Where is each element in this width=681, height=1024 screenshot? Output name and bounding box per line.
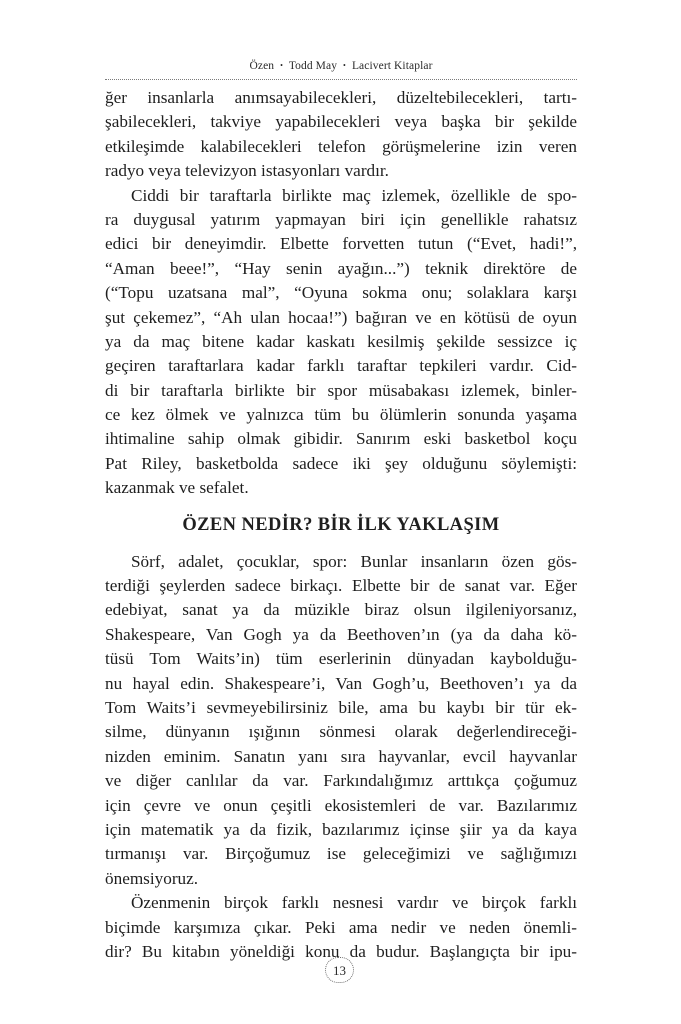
section-heading: ÖZEN NEDİR? BİR İLK YAKLAŞIM [182, 514, 500, 535]
text-line: nu hayal edin. Shakespeare’i, Van Gogh’u, Beethoven’ı ya da [105, 673, 577, 693]
header-publisher: Lacivert Kitaplar [351, 60, 433, 72]
text-line: silme, dünyanın ışığının sönmesi olarak değerlendireceği- [105, 722, 577, 742]
text-line: radyo veya televizyon istasyonları vardır. [105, 161, 389, 181]
text-line: ra duygusal yatırım yapmayan biri için genellikle rahatsız [105, 209, 577, 229]
text-line: ve diğer canlılar da var. Farkındalığımız arttıkça çoğumuz [105, 771, 577, 791]
paragraph-objects-of-care [105, 550, 577, 891]
text-line: Özenmenin birçok farklı nesnesi vardır ve birçok farklı [131, 893, 577, 913]
text-line: ce kez ölmek ve yalnızca tüm bu ölümlerin sonunda yaşama [105, 405, 577, 425]
text-line: nizden eminim. Sanatın yanı sıra hayvanlar, evcil hayvanlar [105, 746, 577, 766]
paragraph-continuation [105, 86, 577, 184]
header-separator-bullet: • [343, 61, 346, 70]
header-author: Todd May [288, 60, 338, 72]
running-header [105, 60, 577, 72]
text-line: tırmanışı var. Birçoğumuz ise geleceğimizi ve sağlığımızı [105, 844, 577, 864]
text-line: şabilecekleri, takviye yapabilecekleri veya başka bir şekilde [105, 112, 577, 132]
page-body [105, 86, 577, 964]
text-line: Sörf, adalet, çocuklar, spor: Bunlar insanların özen gös- [131, 551, 577, 571]
text-line: Ciddi bir taraftarla birlikte maç izlemek, özellikle de spo- [131, 185, 577, 205]
paragraph-many-objects [105, 891, 577, 964]
text-line: kazanmak ve sefalet. [105, 478, 249, 498]
header-separator-bullet: • [280, 61, 284, 70]
page-number: 13 [325, 957, 354, 983]
text-line: için matematik ya da fizik, bazılarımız içinse şiir ya da kaya [105, 819, 577, 839]
text-line: geçiren taraftarlara kadar farklı taraftar tepkileri vardır. Cid- [105, 356, 577, 376]
header-book-title: Özen [249, 60, 275, 72]
text-line: şut çekemez”, “Ah ulan hocaa!”) bağıran ve en kötüsü de oyun [105, 307, 577, 327]
text-line: önemsiyoruz. [105, 868, 199, 888]
text-line: terdiği şeylerden sadece birkaçı. Elbette bir de sanat var. Eğer [105, 576, 577, 596]
text-line: Pat Riley, basketbolda sadece iki şey olduğunu söylemişti: [105, 453, 577, 473]
text-line: edebiyat, sanat ya da müzikle biraz olsun ilgileniyorsanız, [105, 600, 577, 620]
text-line: için çevre ve onun çeşitli ekosistemleri de var. Bazılarımız [105, 795, 577, 815]
text-line: Shakespeare, Van Gogh ya da Beethoven’ın (ya da daha kö- [105, 624, 577, 644]
text-line: Tom Waits’i sevmeyebilirsiniz bile, ama bu kaybı bir tür ek- [105, 697, 577, 717]
text-line: “Aman beee!”, “Hay senin ayağın...”) teknik direktöre de [105, 258, 577, 278]
text-line: edici bir deneyimdir. Elbette forvetten tutun (“Evet, hadi!”, [105, 234, 577, 254]
text-line: ihtimaline sahip olmak gibidir. Sanırım eski basketbol koçu [105, 429, 577, 449]
paragraph-sports-fans [105, 184, 577, 501]
text-line: biçimde karşımıza çıkar. Peki ama nedir ve neden önemli- [105, 917, 577, 937]
text-line: ğer insanlarla anımsayabilecekleri, düzeltebilecekleri, tartı- [105, 88, 577, 107]
text-line: dir? Bu kitabın yöneldiği konu da budur. Başlangıçta bir ipu- [105, 941, 577, 961]
text-line: di bir taraftarla birlikte bir spor müsabakası izlemek, binler- [105, 380, 577, 400]
text-line: tüsü Tom Waits’in) tüm eserlerinin dünyadan kaybolduğu- [105, 649, 577, 669]
text-line: etkileşimde kalabilecekleri telefon görüşmelerine izin veren [105, 136, 577, 156]
text-line: (“Topu uzatsana mal”, “Oyuna sokma onu; solaklara karşı [105, 283, 577, 303]
header-dotted-rule [105, 79, 577, 80]
text-line: ya da maç bitene kadar kaskatı kesilmiş şekilde sessizce iç [105, 331, 577, 351]
